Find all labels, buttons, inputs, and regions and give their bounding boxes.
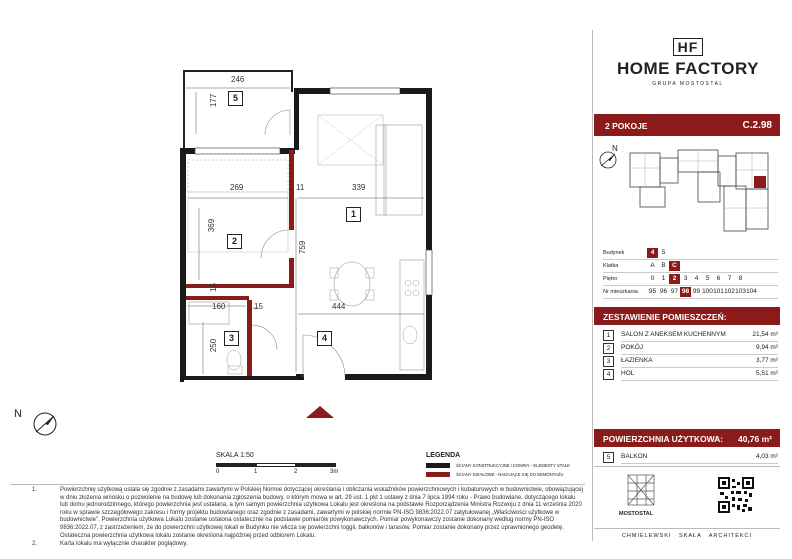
selector-option[interactable]: A <box>650 262 655 269</box>
brand-monogram: HF <box>673 38 704 56</box>
dim-text: 250 <box>209 338 219 353</box>
selector-option[interactable]: 1 <box>661 275 666 282</box>
dim-text: 246 <box>231 75 245 84</box>
dim-text: 177 <box>209 93 219 108</box>
summary-header <box>594 307 780 325</box>
row-name: BALKON <box>621 453 648 460</box>
row-num: 5 <box>603 452 614 463</box>
selector-row <box>603 248 778 260</box>
row-area: 9,94 m² <box>755 344 778 351</box>
dim-text: 15 <box>208 283 218 292</box>
usable-value: 40,76 m² <box>737 434 772 444</box>
room-label-3: 3 <box>224 331 239 346</box>
selector-option[interactable]: 97 <box>670 288 679 295</box>
legend-swatch-structural <box>426 463 450 468</box>
selector-option[interactable]: 0 <box>650 275 655 282</box>
dim-text: 160 <box>212 302 226 311</box>
selector-option[interactable]: 5 <box>661 249 666 256</box>
scale-tick: 1 <box>254 469 258 475</box>
key-plan-highlight <box>754 176 766 188</box>
compass-letter: N <box>612 144 618 153</box>
selector-option[interactable]: 6 <box>716 275 721 282</box>
row-name: POKÓJ <box>621 344 644 351</box>
mostostal-logo-icon <box>620 471 662 513</box>
architects-credit: CHMIELEWSKI SKAŁA ARCHITEKCI <box>621 533 753 539</box>
selector-row-label: Piętro <box>603 276 618 282</box>
dim-text: 759 <box>298 240 308 255</box>
row-num: 3 <box>603 356 614 367</box>
selector-option[interactable]: 4 <box>694 275 699 282</box>
row-num: 1 <box>603 330 614 341</box>
dim-text: 269 <box>230 183 244 192</box>
summary-row-balcony <box>603 452 778 464</box>
entrance-arrow-icon <box>306 406 334 418</box>
row-name: HOL <box>621 370 635 377</box>
mostostal-logo-text: MOSTOSTAL <box>619 511 654 517</box>
room-label-1: 1 <box>346 207 361 222</box>
summary-row <box>603 330 778 342</box>
unit-code: C.2.98 <box>742 120 772 131</box>
legend-swatch-partition <box>426 472 450 477</box>
selector-option[interactable]: 8 <box>738 275 743 282</box>
summary-row <box>603 356 778 368</box>
selector-option[interactable]: 95 <box>648 288 657 295</box>
legend-title: LEGENDA <box>426 452 461 459</box>
usable-area-bar <box>594 429 780 447</box>
row-area: 4,03 m² <box>755 453 778 460</box>
compass-letter: N <box>14 408 22 420</box>
dim-text: 369 <box>207 218 217 233</box>
selector-option[interactable]: 5 <box>705 275 710 282</box>
note-number: 2. <box>32 541 38 547</box>
summary-row <box>603 343 778 355</box>
scale-tick: 3m <box>330 469 339 475</box>
dim-text: 339 <box>352 183 366 192</box>
key-plan-map <box>628 148 778 236</box>
selector-option[interactable]: 99 <box>692 288 701 295</box>
dim-text: 444 <box>332 302 346 311</box>
summary-row <box>603 369 778 381</box>
note-number: 1. <box>32 487 38 493</box>
selector-option[interactable]: 96 <box>659 288 668 295</box>
rooms-label: 2 POKOJE <box>605 121 648 131</box>
row-area: 5,51 m² <box>755 370 778 377</box>
compass-icon <box>598 150 618 170</box>
selector-option[interactable]: 103 <box>735 288 746 295</box>
selector-row <box>603 287 778 299</box>
selector-row-label: Klatka <box>603 263 619 269</box>
selector-row-label: Nr mieszkania <box>603 289 638 295</box>
row-name: ŁAZIENKA <box>621 357 653 364</box>
scale-tick: 0 <box>216 469 220 475</box>
selector-row <box>603 261 778 273</box>
row-num: 4 <box>603 369 614 380</box>
legend-item: ŚCIANY DZIAŁOWE - NADAJĄCE SIĘ DO DEMONTAŻU <box>456 472 564 477</box>
selector-option[interactable]: 98 <box>681 288 690 295</box>
selector-option[interactable]: 3 <box>683 275 688 282</box>
selector-option[interactable]: 102 <box>724 288 735 295</box>
room-label-4: 4 <box>317 331 332 346</box>
usable-label: POWIERZCHNIA UŻYTKOWA: <box>603 434 724 444</box>
note-text: Karta lokalu ma wyłącznie charakter poglądowy. <box>60 541 188 547</box>
selector-option[interactable]: 4 <box>647 248 658 258</box>
row-num: 2 <box>603 343 614 354</box>
selector-row <box>603 274 778 286</box>
legend-item: ŚCIANY KONSTRUKCYJNE / KOMINY - ELEMENTY STAŁE <box>456 463 570 468</box>
selector-option[interactable]: 7 <box>727 275 732 282</box>
row-area: 3,77 m² <box>755 357 778 364</box>
qr-code-icon[interactable] <box>718 477 754 513</box>
selector-option[interactable]: 2 <box>669 274 680 284</box>
compass-icon <box>32 411 58 437</box>
row-area: 21,54 m² <box>752 331 778 338</box>
selector-option[interactable]: B <box>661 262 666 269</box>
brand-name: HOME FACTORY <box>616 59 759 78</box>
dim-text: 11 <box>296 183 305 192</box>
dim-text: 15 <box>254 302 263 311</box>
note-text: Powierzchnię użytkową ustala się zgodnie z zasadami zawartymi w Polskiej Normie dotyczącej określania i obliczania wskaźników powierzchniowych i kubaturowych w budownictwie, obowiązującej w dniu złożenia wniosku o pozwolenie na budowę lub dokonania zgłoszenia budowy, o którym mowa w art. 29 ust. 1 pkt 1 ustawy z dnia 7 lipca 1994 roku - Prawo budowlane, dotyczącego lokalu lub domu jednorodzinnego, którego powierzchnia jest ustalana, a tym samym powierzchnia użytkowa Lokalu jest określona na podstawie Rozporządzenia Ministra Rozwoju z dnia 11 września 2020 roku w sprawie szczegółowego zakresu i formy projektu budowlanego oraz zgodnie z zasadami, zawartymi w polskiej normie PN-ISO 9836:2022.07 zatytułowanej „Właściwości użytkowe w budownictwie". Powierzchnia użytkowa Lokalu zostanie ustalona ostatecznie na podstawie pomiarów powykonawczych. Pomiar powykonawczy zostanie dokonany według normy PN-ISO 9836:2022.07, z zastrzeżeniem, że do powierzchni użytkowej lokali w Budynku nie wlicza się powierzchni loggii, balkonów i tarasów. Pomiar zostanie dokonany przez uprawnionego geodetę. Ostateczna powierzchnia użytkowa lokalu zostanie określona najpóźniej przed odbiorem Lokalu. <box>60 487 583 539</box>
selector-row-label: Budynek <box>603 250 625 256</box>
unit-selector <box>603 248 778 300</box>
unit-header <box>594 114 780 136</box>
brand-logo <box>594 38 782 87</box>
selector-option[interactable]: C <box>669 261 680 271</box>
scale-tick: 2 <box>294 469 298 475</box>
brand-group: GRUPA MOSTOSTAL <box>652 81 724 87</box>
room-label-2: 2 <box>227 234 242 249</box>
row-name: SALON Z ANEKSEM KUCHENNYM <box>621 331 726 338</box>
selector-option[interactable]: 100 <box>702 288 713 295</box>
room-label-5: 5 <box>228 91 243 106</box>
selector-option[interactable]: 104 <box>746 288 757 295</box>
summary-title: ZESTAWIENIE POMIESZCZEŃ: <box>603 312 727 322</box>
selector-option[interactable]: 101 <box>713 288 724 295</box>
scale-title: SKALA 1:50 <box>216 452 254 459</box>
